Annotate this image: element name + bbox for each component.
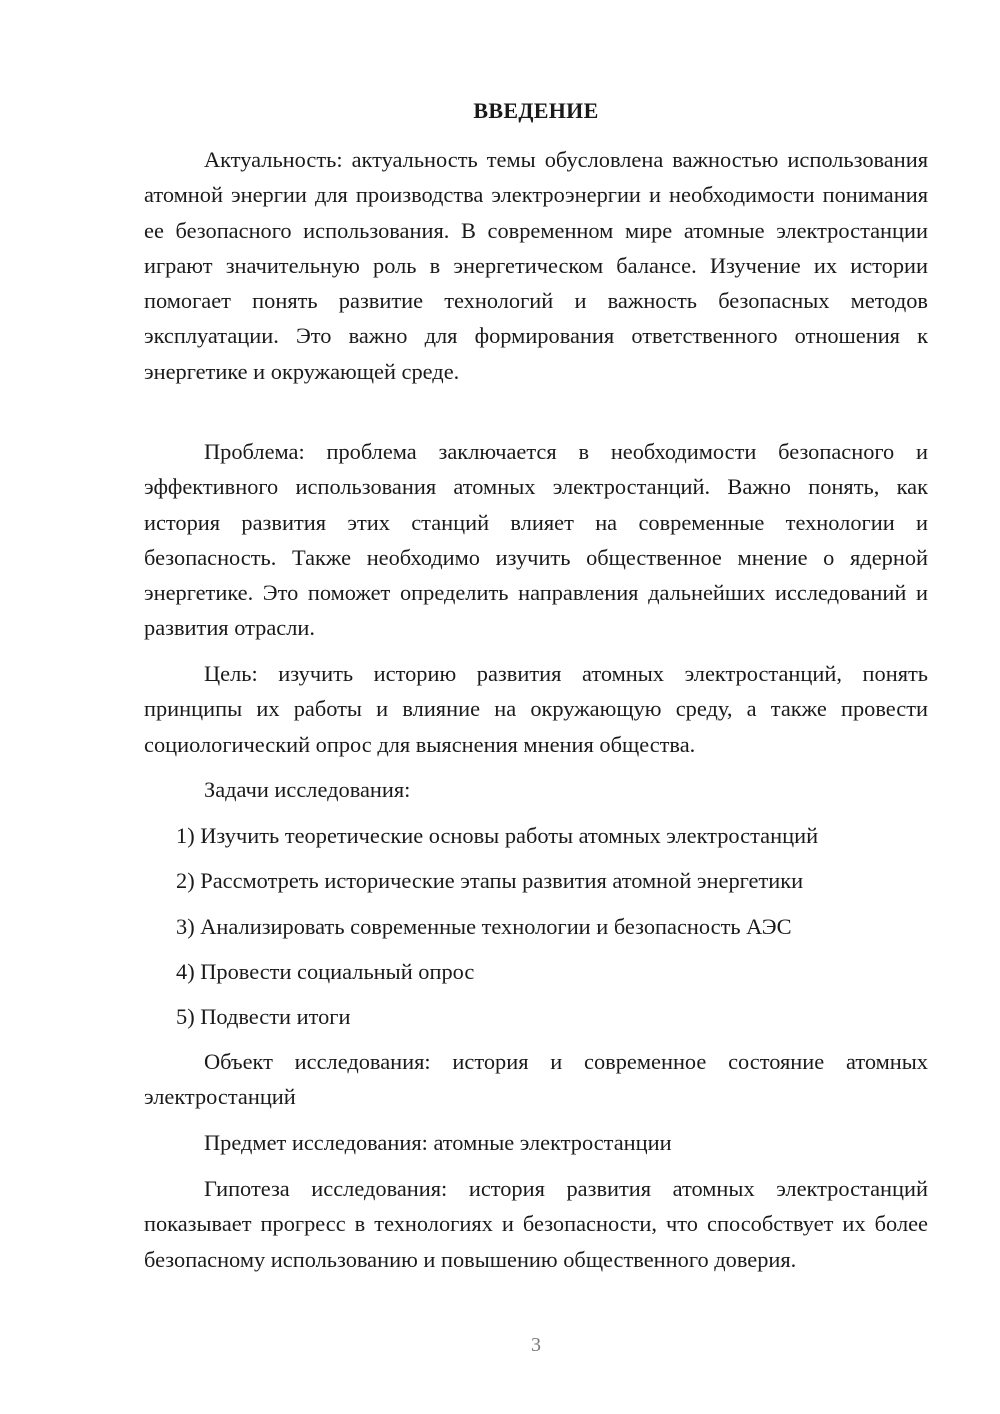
list-item: 2) Рассмотреть исторические этапы развития атомной энергетики [176, 868, 804, 894]
paragraph-subject: Предмет исследования: атомные электростанции [204, 1130, 672, 1155]
list-item: 4) Провести социальный опрос [176, 958, 475, 984]
list-item: 3) Анализировать современные технологии и безопасность АЭС [176, 913, 792, 939]
paragraph-object: Объект исследования: история и современное состояние атомных электростанций [144, 1049, 928, 1110]
paragraph-hypothesis: Гипотеза исследования: история развития атомных электростанций показывает прогресс в технологиях и безопасности, что способствует их более безопасному использованию и повышению общественного доверия. [144, 1176, 928, 1272]
paragraph-tasks-title: Задачи исследования: [204, 777, 411, 802]
list-item: 1) Изучить теоретические основы работы атомных электростанций [176, 823, 819, 848]
tasks-list [144, 818, 818, 1044]
section-heading: ВВЕДЕНИЕ [473, 98, 599, 123]
paragraph-goal: Цель: изучить историю развития атомных электростанций, понять принципы их работы и влияние на окружающую среду, а также провести социологический опрос для выяснения мнения общества. [144, 661, 928, 757]
paragraph-relevance: Актуальность: актуальность темы обусловлена важностью использования атомной энергии для производства электроэнергии и необходимости понимания ее безопасного использования. В современном мире атомные электростанции играют значительную роль в энергетическом балансе. Изучение их истории помогает понять развитие технологий и важность безопасных методов эксплуатации. Это важно для формирования ответственного отношения к энергетике и окружающей среде. [144, 147, 928, 384]
list-item: 5) Подвести итоги [176, 1004, 351, 1030]
paragraph-problem: Проблема: проблема заключается в необходимости безопасного и эффективного использования атомных электростанций. Важно понять, как история развития этих станций влияет на современные технологии и безопасность. Также необходимо изучить общественное мнение о ядерной энергетике. Это поможет определить направления дальнейших исследований и развития отрасли. [144, 439, 928, 641]
page-number: 3 [531, 1334, 541, 1356]
